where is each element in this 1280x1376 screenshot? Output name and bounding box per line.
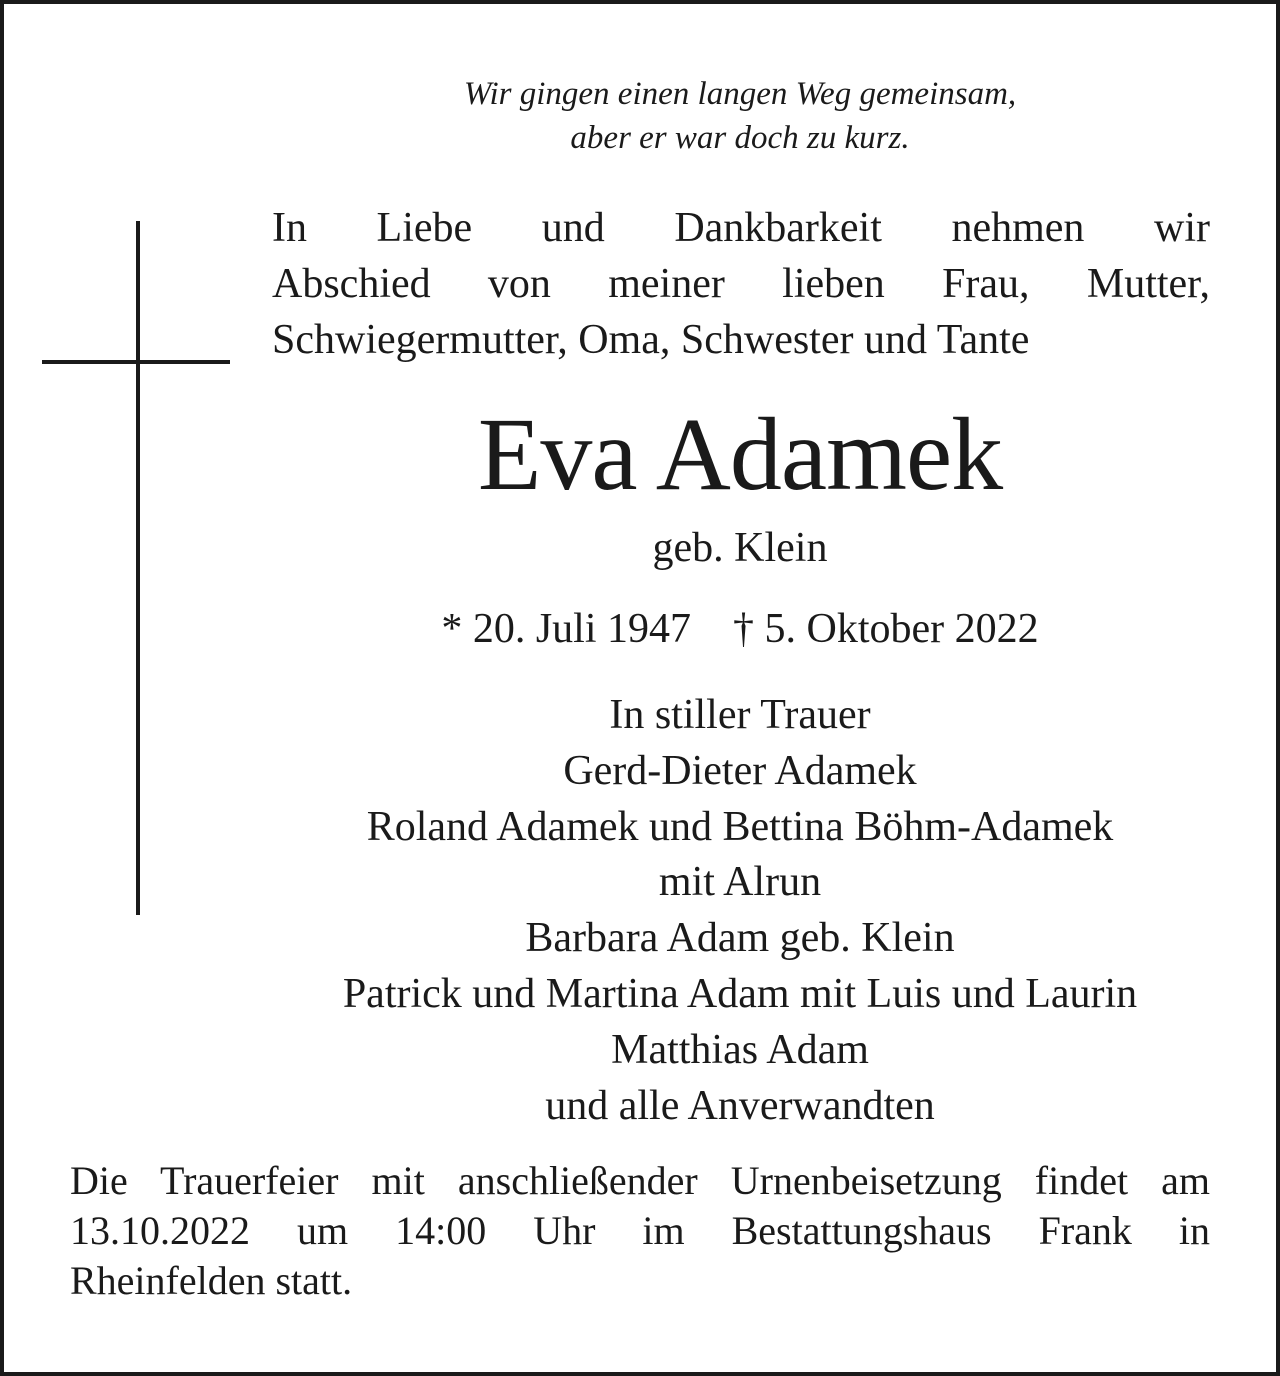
intro-line-2: Abschied von meiner lieben Frau, Mutter, <box>272 261 1210 307</box>
motto-line-1: Wir gingen einen langen Weg gemeinsam, <box>463 76 1017 112</box>
mourner-line: In stiller Trauer <box>609 692 871 738</box>
birth-date: * 20. Juli 1947 <box>441 606 692 652</box>
mourner-line: und alle Anverwandten <box>545 1082 935 1129</box>
service-line-3: Rheinfelden statt. <box>70 1258 353 1303</box>
intro-text <box>272 200 1210 368</box>
deceased-name: Eva Adamek <box>477 397 1003 512</box>
service-info <box>70 1156 1210 1306</box>
cross-icon-horizontal <box>42 360 230 364</box>
mourner-line: mit Alrun <box>658 859 822 906</box>
mourner-line: Patrick und Martina Adam mit Luis und Laurin <box>342 970 1138 1017</box>
life-dates <box>200 603 1280 655</box>
mourners-list <box>200 688 1280 1134</box>
mourner-line: Barbara Adam geb. Klein <box>525 915 955 962</box>
service-line-2: 13.10.2022 um 14:00 Uhr im Bestattungshaus Frank in <box>70 1208 1210 1253</box>
service-line-1: Die Trauerfeier mit anschließender Urnenbeisetzung findet am <box>70 1158 1210 1203</box>
mourner-line: Matthias Adam <box>611 1026 869 1073</box>
intro-line-3: Schwiegermutter, Oma, Schwester und Tante <box>272 317 1030 363</box>
mourner-line: Gerd-Dieter Adamek <box>563 747 917 794</box>
maiden-name: geb. Klein <box>652 525 828 571</box>
mourner-line: Roland Adamek und Bettina Böhm-Adamek <box>366 803 1114 850</box>
motto-line-2: aber er war doch zu kurz. <box>570 120 910 156</box>
death-date: † 5. Oktober 2022 <box>733 606 1039 652</box>
cross-icon-vertical <box>136 221 140 915</box>
intro-line-1: In Liebe und Dankbarkeit nehmen wir <box>272 205 1210 251</box>
